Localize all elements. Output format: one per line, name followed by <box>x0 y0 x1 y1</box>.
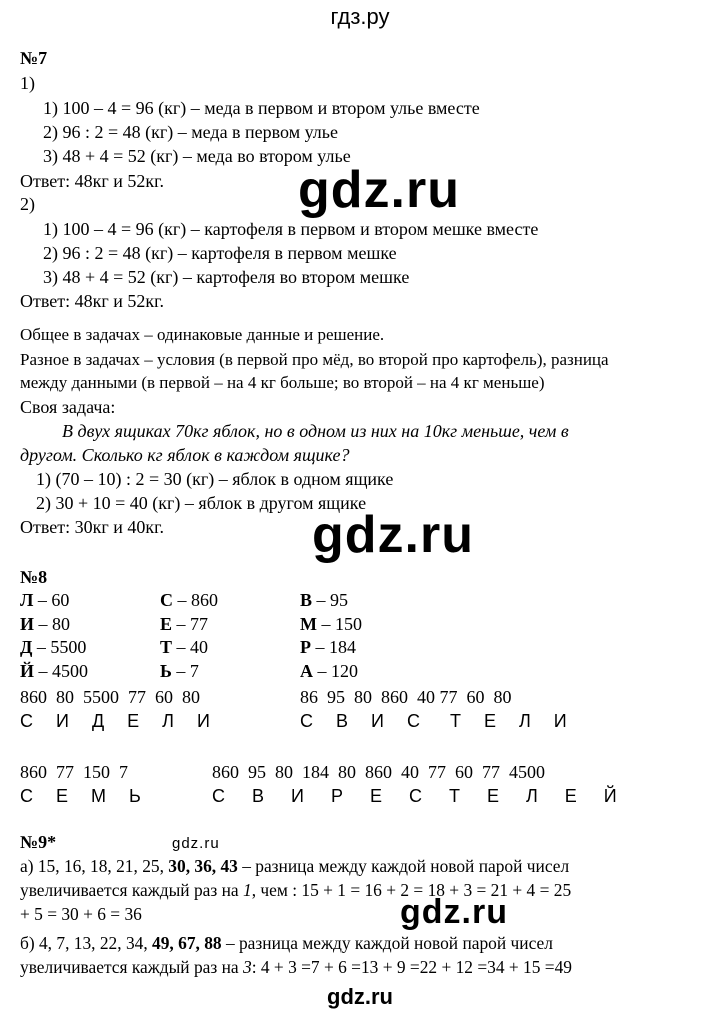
solution-step: 1) 100 – 4 = 96 (кг) – картофеля в первом и втором мешке вместе <box>43 219 539 239</box>
code-column-2 <box>160 589 218 683</box>
cipher-numbers: 860 95 80 184 80 860 40 77 60 77 4500 <box>212 762 545 782</box>
code-value: – 7 <box>171 660 199 681</box>
watermark: gdz.ru <box>172 835 220 852</box>
task9-number: №9* <box>20 832 57 852</box>
code-column-1 <box>20 589 88 683</box>
solution-step: 1) 100 – 4 = 96 (кг) – меда в первом и втором улье вместе <box>43 98 480 118</box>
answer: Ответ: 48кг и 52кг. <box>20 171 164 191</box>
comparison-common: Общее в задачах – одинаковые данные и решение. <box>20 325 385 344</box>
sequence-text: увеличивается каждый раз на <box>20 880 243 900</box>
part-label: 2) <box>20 194 35 214</box>
solution-step: 1) (70 – 10) : 2 = 30 (кг) – яблок в одном ящике <box>36 469 394 489</box>
code-letter: А <box>300 660 313 681</box>
cipher-numbers: 860 80 5500 77 60 80 <box>20 687 200 707</box>
watermark: gdz.ru <box>312 506 474 564</box>
code-value: – 40 <box>172 637 209 657</box>
own-task-question: другом. Сколько кг яблок в каждом ящике? <box>20 445 350 465</box>
code-value: – 860 <box>173 590 218 610</box>
sequence-text: , чем : 15 + 1 = 16 + 2 = 18 + 3 = 21 + 4 = 25 <box>251 880 572 900</box>
solution-step: 2) 30 + 10 = 40 (кг) – яблок в другом ящике <box>36 493 367 513</box>
code-value: – 4500 <box>34 660 89 681</box>
site-header: гдз.ру <box>330 4 390 29</box>
sequence-step: 1 <box>242 880 252 900</box>
code-letter: Т <box>160 637 173 657</box>
cipher-letters: С И Д Е Л И <box>20 711 212 731</box>
sequence-b-explanation <box>20 956 572 978</box>
sequence-a-explanation: + 5 = 30 + 6 = 36 <box>20 904 142 924</box>
code-value: – 120 <box>313 660 358 681</box>
watermark: gdz.ru <box>400 893 508 931</box>
code-letter: Е <box>160 613 173 634</box>
sequence-text: : 4 + 3 =7 + 6 =13 + 9 =22 + 12 =34 + 15 =49 <box>251 957 572 977</box>
code-value: – 60 <box>33 590 70 610</box>
code-letter: Й <box>20 660 35 681</box>
own-task-label: Своя задача: <box>20 397 116 417</box>
cipher-letters: С В И С Т Е Л И <box>300 711 569 731</box>
code-letter: Р <box>300 637 311 657</box>
cipher-numbers: 860 77 150 7 <box>20 762 128 782</box>
solution-step: 3) 48 + 4 = 52 (кг) – картофеля во втором мешке <box>43 267 410 287</box>
sequence-text: увеличивается каждый раз на <box>20 957 243 977</box>
sequence-answer: 30, 36, 43 <box>168 856 238 876</box>
sequence-text: – разница между каждой новой парой чисел <box>221 933 553 953</box>
code-value: – 95 <box>312 590 349 610</box>
sequence-text: а) 15, 16, 18, 21, 25, <box>20 856 169 876</box>
code-letter: Л <box>20 590 34 610</box>
code-letter: В <box>300 590 313 610</box>
solution-step: 3) 48 + 4 = 52 (кг) – меда во втором улье <box>43 146 351 166</box>
comparison-diff: Разное в задачах – условия (в первой про мёд, во второй про картофель), разница <box>20 350 609 369</box>
code-column-3 <box>300 589 362 683</box>
code-letter: С <box>160 590 173 610</box>
code-value: – 150 <box>317 613 362 634</box>
sequence-text: б) 4, 7, 13, 22, 34, <box>20 933 153 953</box>
answer: Ответ: 48кг и 52кг. <box>20 291 164 311</box>
code-letter: Д <box>20 637 33 657</box>
comparison-diff: между данными (в первой – на 4 кг больше; во второй – на 4 кг меньше) <box>20 373 545 392</box>
part-label: 1) <box>20 73 35 93</box>
answer: Ответ: 30кг и 40кг. <box>20 517 164 537</box>
solution-step: 2) 96 : 2 = 48 (кг) – картофеля в первом мешке <box>43 243 397 263</box>
sequence-a <box>20 855 569 877</box>
code-letter: И <box>20 613 35 634</box>
watermark: gdz.ru <box>298 161 460 219</box>
code-value: – 5500 <box>32 637 87 657</box>
code-value: – 77 <box>172 613 209 634</box>
code-value: – 80 <box>34 613 71 634</box>
cipher-letters: С В И Р Е С Т Е Л Е Й <box>212 786 620 806</box>
code-letter: Ь <box>160 660 172 681</box>
sequence-text: – разница между каждой новой парой чисел <box>237 856 570 876</box>
sequence-answer: 49, 67, 88 <box>152 933 222 953</box>
own-task-question: В двух ящиках 70кг яблок, но в одном из них на 10кг меньше, чем в <box>62 421 569 441</box>
task7-number: №7 <box>20 48 48 68</box>
task8-number: №8 <box>20 567 48 587</box>
solution-step: 2) 96 : 2 = 48 (кг) – меда в первом улье <box>43 122 338 142</box>
sequence-a-explanation <box>20 879 571 901</box>
sequence-step: 3 <box>242 957 252 977</box>
cipher-numbers: 86 95 80 860 40 77 60 80 <box>300 687 512 707</box>
code-letter: М <box>300 613 317 634</box>
code-value: – 184 <box>311 637 356 657</box>
footer-watermark: gdz.ru <box>327 984 393 1009</box>
cipher-letters: С Е М Ь <box>20 786 143 806</box>
sequence-b <box>20 932 553 954</box>
